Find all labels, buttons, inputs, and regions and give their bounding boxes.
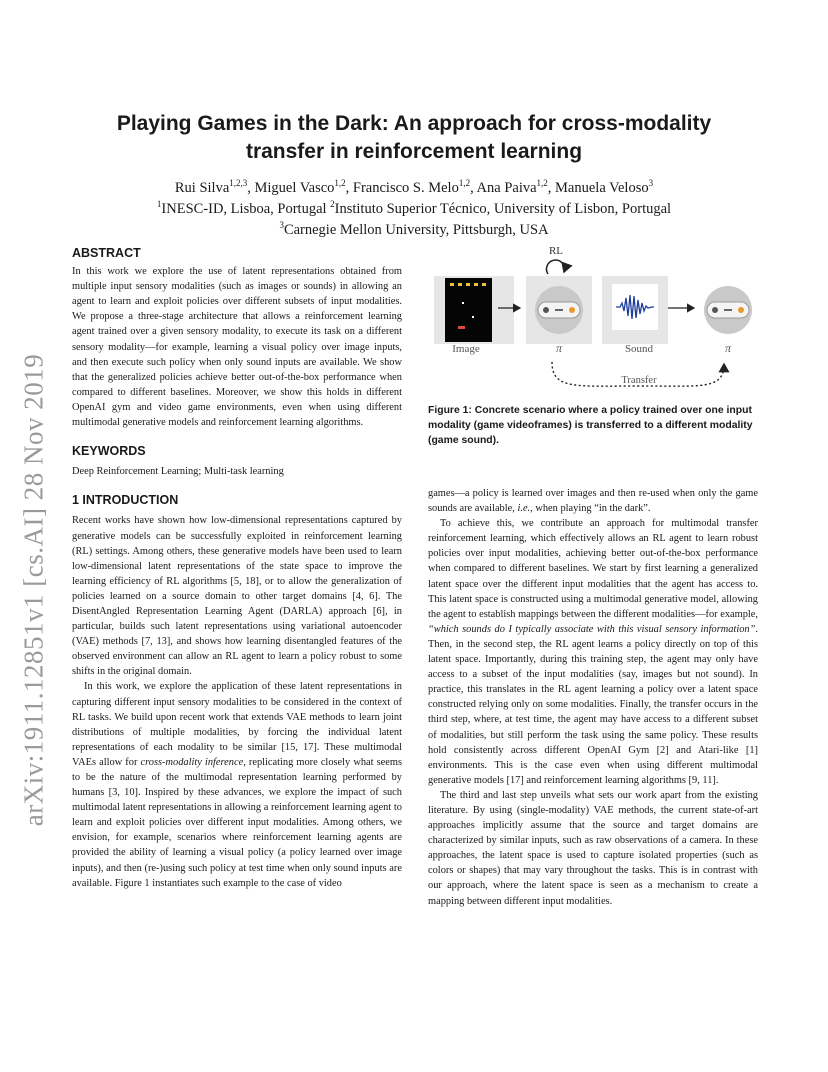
author-name: Francisco S. Melo (352, 180, 459, 196)
right-paragraph-3: The third and last step unveils what sets our work apart from the existing literature. By using (single-modality) VAE methods, the current state-of-art approaches implicitly assume that the source and target domains are characterized by similar inputs, such as raw observations of a camera. In these approaches, the latent space is used to capture isolated properties (such as colors or shapes) that may vary throughout the tasks. This is in contrast with our approach, where the latent space is seen as a mechanism to create a mapping between different input modalities. (428, 789, 758, 907)
left-column (72, 246, 402, 891)
emphasis-text: i.e. (517, 503, 531, 515)
affiliation: INESC-ID, Lisboa, Portugal (161, 201, 331, 217)
author-affil: 1,2 (536, 178, 548, 189)
affiliations-line (60, 199, 768, 220)
figure-1 (428, 240, 758, 400)
author-affil: 3 (648, 178, 654, 189)
affiliation: Carnegie Mellon University, Pittsburgh, USA (283, 222, 549, 238)
affil-marker: 2 (330, 199, 335, 210)
affiliation: Instituto Superior Técnico, University of Lisbon, Portugal (334, 201, 672, 217)
author-affil: 1,2,3 (229, 178, 248, 189)
abstract-text: In this work we explore the use of latent representations obtained from multiple input sensory modalities (such as images or sounds) in allowing an agent to learn and exploit policies over different subsets of input modalities. We propose a three-stage architecture that allows a reinforcement learning agent trained over a given sensory modality, to execute its task on a different sensory modality—for example, learning a visual policy over image inputs, and then execute such policy when only sound inputs are available. We show that the generalized policies achieve better out-of-the-box performance when compared to different baselines. Moreover, we show this holds in different OpenAI gym and video game environments, even when using different multimodal generative models and reinforcement learning algorithms. (72, 266, 402, 429)
abstract-heading: ABSTRACT (72, 246, 141, 260)
paper-title (60, 110, 768, 166)
affil-marker: 3 (279, 220, 284, 231)
gamepad-icon (535, 286, 583, 334)
text-run: To achieve this, we contribute an approach for multimodal transfer reinforcement learning, which effectively allows an RL agent to learn robust policies over input modalities, achieving better out-of-the-box performance when compared to different baselines. We start by first learning a generalized latent space over the different input modalities that the agent has access to. This latent space is constructed using a multimodal generative model, allowing the agent to establish mappings between the different modalities—for example, (428, 518, 758, 620)
rl-loop-arrow (547, 260, 565, 274)
author-name: Rui Silva (174, 180, 230, 196)
arxiv-sidebar (14, 250, 54, 930)
right-paragraph-2 (428, 516, 758, 788)
rl-label: RL (548, 245, 564, 257)
emphasis-text: cross-modality inference (140, 756, 244, 768)
emphasis-text: “which sounds do I typically associate with this visual sensory information” (428, 623, 756, 635)
author-name: Ana Paiva (476, 180, 537, 196)
image-label: Image (452, 343, 480, 355)
affiliations-line-2 (60, 220, 768, 241)
introduction-heading: 1 INTRODUCTION (72, 493, 179, 508)
transfer-label: Transfer (621, 375, 657, 386)
intro-paragraph-1: Recent works have shown how low-dimensional representations captured by generative models can be successfully exploited in reinforcement learning (RL) settings. Among others, these generative models have been used to learn low-dimensional latent representations of the state space to improve the learning efficiency of RL algorithms [5, 18], or to allow the generalization of policies learned on a source domain to other target domains [4, 6]. The DisentAngled Representation Learning Agent (DARLA) approach [6], in particular, builds such latent representations using variational autoencoder (VAE) methods [7, 13], and shows how learning disentangled features of the observed environment can allow an RL agent to learn a policy robust to some shifts in the original domain. (72, 515, 402, 678)
figure-diagram (428, 240, 758, 400)
arxiv-identifier: arXiv:1911.12851v1 [cs.AI] 28 Nov 2019 (18, 353, 49, 827)
text-run: In this work, we explore the application of these latent representations in capturing different input sensory modalities to be considered in the context of RL tasks. We build upon recent work that extends VAE methods to learn joint distributions of multiple modalities, by forcing the individual latent representations of each modality to be similar [15, 17]. These multimodal VAEs allow for (72, 681, 402, 768)
text-run: , replicating more closely what seems to be the nature of the multimodal representation learning performed by humans [3, 10]. Inspired by these advances, we explore the impact of such multimodal latent representations in allowing a reinforcement learning agent to learn and exploit policies over different input modalities. Among others, we envision, for example, scenarios where reinforcement learning agents are provided the ability of learning a visual policy (a policy learned over image inputs), and then (re-)using such policy at test time when only sound inputs are available. Figure 1 instantiates such example to the case of video (72, 756, 402, 889)
title-line-2: transfer in reinforcement learning (245, 140, 583, 163)
game-frame-icon (445, 278, 492, 342)
text-run: , when playing “in the dark”. (530, 503, 651, 515)
title-line-1: Playing Games in the Dark: An approach for cross-modality (116, 112, 712, 135)
policy-label-source: π (555, 341, 563, 355)
author-name: Miguel Vasco (254, 180, 335, 196)
policy-label-target: π (724, 341, 732, 355)
intro-paragraph-2 (72, 679, 402, 890)
figure-caption: Figure 1: Concrete scenario where a policy trained over one input modality (game videoframes) is transferred to a different modality (game sound). (428, 405, 753, 446)
right-paragraph-1 (428, 486, 758, 516)
text-run: games—a policy is learned over images and then re-used when only the game sounds are available, (428, 488, 758, 515)
gamepad-icon-target (704, 286, 752, 334)
author-name: Manuela Veloso (555, 180, 649, 196)
keywords-heading: KEYWORDS (72, 444, 146, 459)
author-affil: 1,2 (334, 178, 346, 189)
affil-marker: 1 (156, 199, 162, 210)
right-column (428, 486, 758, 909)
author-list: Rui Silva$^{1,2,3}$, Miguel Vasco$^{1,2}$, Francisco S. Melo$^{1,2}$, Ana Paiva$^{1,2}$, Manuela Veloso$^3$ (174, 178, 654, 196)
author-block (60, 178, 768, 241)
author-affil: 1,2 (458, 178, 471, 189)
sound-label: Sound (624, 343, 654, 355)
keywords-text: Deep Reinforcement Learning; Multi-task learning (72, 466, 284, 478)
text-run: . Then, in the second step, the RL agent learns a policy directly on top of this latent space. Importantly, during this training step, the agent may only have access to a subset of the input modalities (say, images but not sound). In practice, this translates in the RL agent learning a policy over a latent space constructed relying only on some modalities. Finally, the transfer occurs in the third step, where, at test time, the agent may have access to a different subset of modalities, but still perform the task using the same policy. These results hold consistently across different OpenAI Gym [2] and Atari-like [1] environments. This is the case even when using different multimodal generative models [17] and reinforcement learning algorithms [9, 11]. (428, 623, 758, 786)
